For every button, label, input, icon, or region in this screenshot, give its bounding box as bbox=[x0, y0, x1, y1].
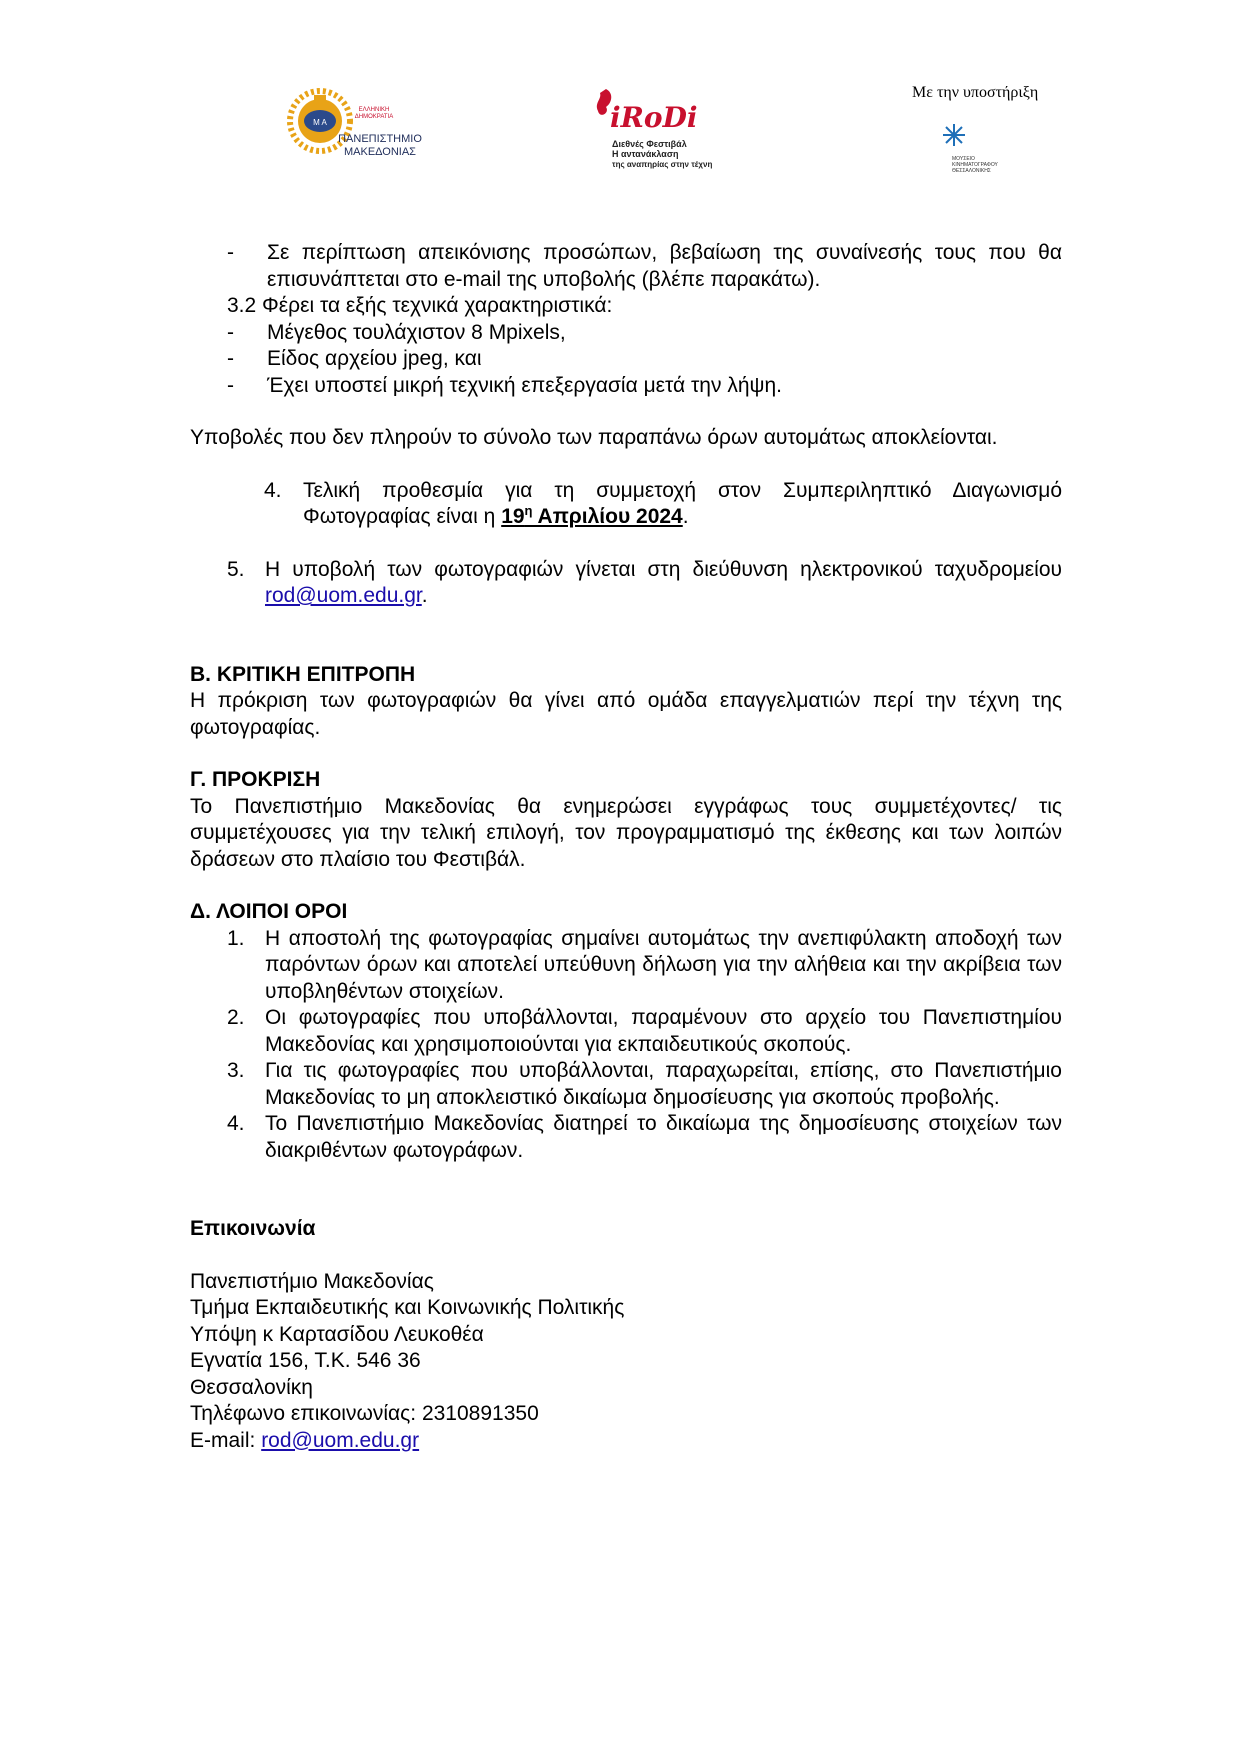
tiff-logo bbox=[940, 122, 1040, 177]
uom-logo-line2: ΔΗΜΟΚΡΑΤΙΑ bbox=[354, 114, 394, 120]
section-b-title: Β. ΚΡΙΤΙΚΗ ΕΠΙΤΡΟΠΗ bbox=[190, 662, 416, 686]
contact-email-line: E-mail: rod@uom.edu.gr bbox=[190, 1428, 420, 1452]
contact-line: Εγνατία 156, Τ.Κ. 546 36 bbox=[190, 1349, 421, 1372]
terms-item: 3. Για τις φωτογραφίες που υποβάλλονται, παραχωρείται, επίσης, στο Πανεπιστήμιο Μακεδονίας το μη αποκλειστικό δικαίωμα δημοσίευσης για σκοπούς προβολής. bbox=[227, 1059, 1062, 1109]
exclusion-note: Υποβολές που δεν πληρούν το σύνολο των παραπάνω όρων αυτομάτως αποκλείονται. bbox=[190, 426, 998, 449]
uom-logo bbox=[282, 83, 422, 173]
terms-item: 1. Η αποστολή της φωτογραφίας σημαίνει αυτομάτως την ανεπιφύλακτη αποδοχή των παρόντων όρων και αποτελεί υπεύθυνη δήλωση για την αλήθεια και την ακρίβεια των υποβληθέντων στοιχείων. bbox=[227, 926, 1062, 1003]
bullet-filetype: Είδος αρχείου jpeg, και bbox=[267, 347, 482, 370]
bullet-size: Μέγεθος τουλάχιστον 8 Mpixels, bbox=[267, 320, 566, 344]
bullet-editing: Έχει υποστεί μικρή τεχνική επεξεργασία μετά την λήψη. bbox=[267, 373, 782, 397]
irodi-logo-name: iRoDi bbox=[610, 101, 698, 134]
svg-text:Μ Α: Μ Α bbox=[313, 118, 327, 127]
uom-logo-line3: ΠΑΝΕΠΙΣΤΗΜΙΟ bbox=[338, 133, 422, 145]
section-c-title: Γ. ΠΡΟΚΡΙΣΗ bbox=[190, 768, 321, 791]
section-c-body: Το Πανεπιστήμιο Μακεδονίας θα ενημερώσει εγγράφως τους συμμετέχοντες/ τις συμμετέχουσες για την τελική επιλογή, τον προγραμματισμό της έκθεσης και των λοιπών δράσεων στο πλαίσιο του Φεστιβάλ. bbox=[190, 794, 1062, 871]
contact-line: Πανεπιστήμιο Μακεδονίας bbox=[190, 1269, 434, 1293]
submission-item: 5. Η υποβολή των φωτογραφιών γίνεται στη διεύθυνση ηλεκτρονικού ταχυδρομείου rod@uom.edu.gr. bbox=[227, 557, 1062, 607]
section-b-body: Η πρόκριση των φωτογραφιών θα γίνει από ομάδα επαγγελματιών περί την τέχνη της φωτογραφίας. bbox=[190, 689, 1062, 739]
list-item: - Μέγεθος τουλάχιστον 8 Mpixels, bbox=[190, 320, 1062, 347]
submission-email-link[interactable]: rod@uom.edu.gr bbox=[265, 584, 422, 607]
deadline-text: Τελική προθεσμία για τη συμμετοχή στον Συμπεριληπτικό Διαγωνισμό Φωτογραφίας είναι η bbox=[303, 478, 1062, 528]
contact-email-link[interactable]: rod@uom.edu.gr bbox=[261, 1428, 420, 1452]
contact-line: Θεσσαλονίκη bbox=[190, 1375, 313, 1399]
contact-title: Επικοινωνία bbox=[190, 1217, 316, 1240]
terms-item: 4. Το Πανεπιστήμιο Μακεδονίας διατηρεί το δικαίωμα της δημοσίευσης στοιχείων των διακριθέντων φωτογράφων. bbox=[227, 1112, 1062, 1162]
list-item: - Είδος αρχείου jpeg, και bbox=[190, 346, 1062, 373]
submission-text: Η υποβολή των φωτογραφιών γίνεται στη διεύθυνση ηλεκτρονικού ταχυδρομείου bbox=[265, 557, 1062, 581]
terms-item: 2. Οι φωτογραφίες που υποβάλλονται, παραμένουν στο αρχείο του Πανεπιστημίου Μακεδονίας και χρησιμοποιούνται για εκπαιδευτικούς σκοπούς. bbox=[227, 1006, 1062, 1056]
list-item: - Έχει υποστεί μικρή τεχνική επεξεργασία μετά την λήψη. bbox=[190, 373, 1062, 400]
uom-logo-line1: ΕΛΛΗΝΙΚΗ bbox=[358, 107, 390, 113]
contact-line: Τμήμα Εκπαιδευτικής και Κοινωνικής Πολιτικής bbox=[190, 1296, 625, 1319]
irodi-logo bbox=[592, 85, 742, 180]
tiff-logo-line1: ΜΟΥΣΕΙΟ bbox=[952, 156, 975, 162]
deadline-date: $19^\eta$ Απριλίου 2024 bbox=[501, 503, 683, 528]
list-item: - Σε περίπτωση απεικόνισης προσώπων, βεβαίωση της συναίνεσής τους που θα επισυνάπτεται στο e-mail της υποβολής (βλέπε παρακάτω). bbox=[190, 240, 1062, 293]
contact-line: Τηλέφωνο επικοινωνίας: 2310891350 bbox=[190, 1402, 539, 1425]
tech-heading: 3.2 Φέρει τα εξής τεχνικά χαρακτηριστικά: bbox=[227, 294, 613, 317]
document-body bbox=[190, 240, 1062, 1454]
tiff-logo-line3: ΘΕΣΣΑΛΟΝΙΚΗΣ bbox=[952, 168, 991, 174]
contact-line: Υπόψη κ Καρτασίδου Λευκοθέα bbox=[190, 1322, 484, 1346]
irodi-logo-line1: Διεθνές Φεστιβάλ bbox=[612, 139, 687, 149]
support-label: Με την υποστήριξη bbox=[912, 84, 1039, 101]
uom-logo-line4: ΜΑΚΕΔΟΝΙΑΣ bbox=[344, 146, 416, 158]
section-d-title: Δ. ΛΟΙΠΟΙ ΟΡΟΙ bbox=[190, 900, 348, 923]
deadline-item: 4. Τελική προθεσμία για τη συμμετοχή στον Συμπεριληπτικό Διαγωνισμό Φωτογραφίας είναι η $19^\eta$ Απριλίου 2024. bbox=[264, 478, 1062, 528]
tiff-logo-line2: ΚΙΝΗΜΑΤΟΓΡΑΦΟΥ bbox=[952, 162, 998, 168]
irodi-logo-line2: Η αντανάκλαση bbox=[612, 149, 679, 159]
star-burst-icon bbox=[943, 124, 965, 146]
irodi-logo-line3: της αναπηρίας στην τέχνη bbox=[612, 160, 713, 169]
bullet-consent: Σε περίπτωση απεικόνισης προσώπων, βεβαίωση της συναίνεσής τους που θα επισυνάπτεται στο e-mail της υποβολής (βλέπε παρακάτω). bbox=[267, 241, 1062, 291]
